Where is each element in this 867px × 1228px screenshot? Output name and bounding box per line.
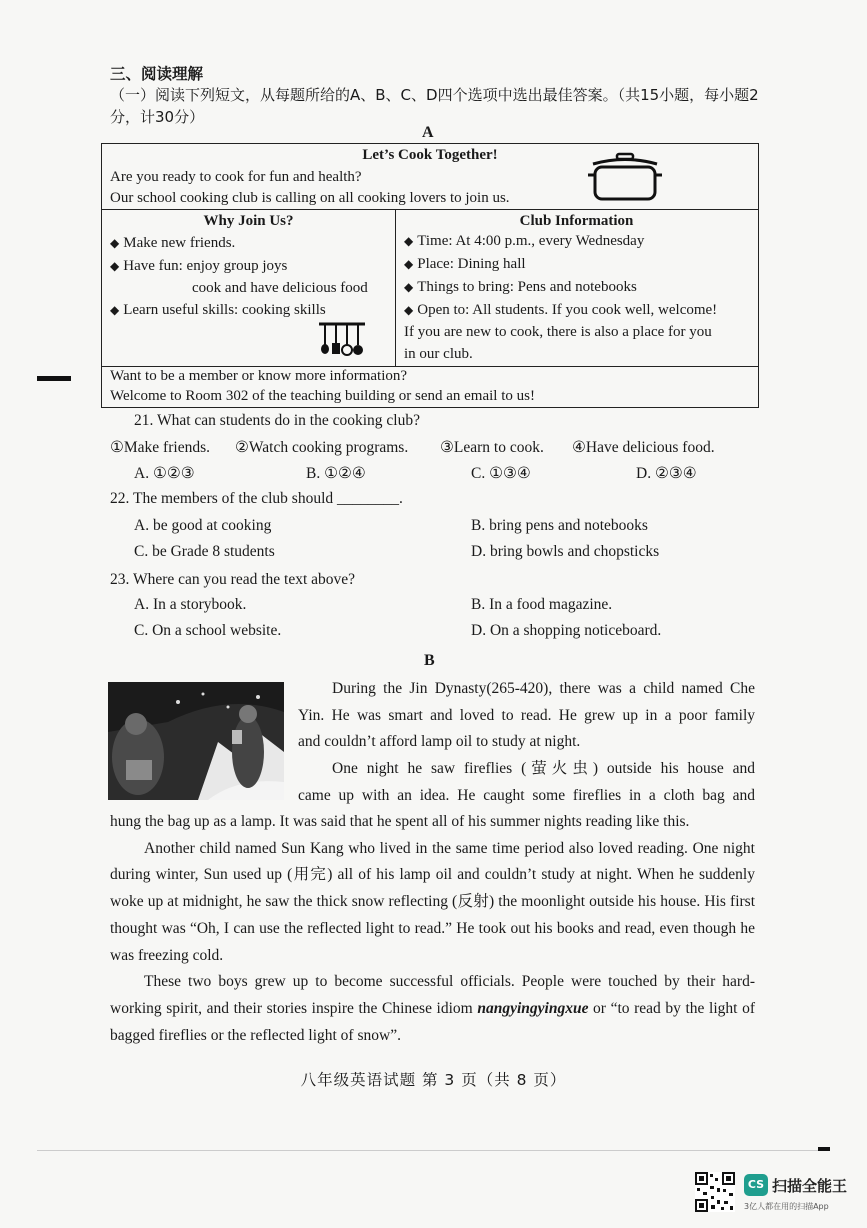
diamond-bullet-icon: ◆ bbox=[404, 280, 414, 294]
diamond-bullet-icon: ◆ bbox=[404, 234, 414, 248]
passage-b-letter: B bbox=[424, 652, 435, 669]
diamond-bullet-icon: ◆ bbox=[404, 303, 414, 317]
q21-option-b: B. ①②④ bbox=[306, 465, 366, 482]
section-instruction: （一）阅读下列短文，从每题所给的A、B、C、D四个选项中选出最佳答案。（共15小题，每小题2分，计30分） bbox=[110, 86, 759, 126]
info-item: ◆ Place: Dining hall bbox=[404, 256, 526, 272]
info-item-continued: If you are new to cook, there is also a place for you bbox=[404, 324, 712, 340]
margin-mark bbox=[37, 376, 71, 381]
bottom-rule bbox=[37, 1150, 827, 1151]
question-21-stem: 21. What can students do in the cooking club? bbox=[134, 412, 420, 429]
passage-b-body bbox=[110, 809, 755, 1049]
info-item: ◆ Open to: All students. If you cook well, welcome! bbox=[404, 302, 718, 318]
club-info-heading: Club Information bbox=[519, 213, 634, 229]
passage-b-paragraph-3: Another child named Sun Kang who lived in the same time period also loved reading. One night during winter, Sun used up (用完) all of his lamp oil and couldn’t study at night. When he suddenly woke up at midnight, he saw the thick snow reflecting (反射) the moonlight outside his house. His first thought was “Oh, I can use the reflected light to read.” He took out his books and read, even though he was freezing cold. bbox=[110, 839, 755, 964]
why-join-column bbox=[102, 210, 396, 366]
p1-line: Yin. He was smart and loved to read. He grew up in a poor family bbox=[298, 706, 755, 724]
why-item-continued: cook and have delicious food bbox=[192, 280, 368, 296]
page-footer: 八年级英语试题 第 3 页（共 8 页） bbox=[300, 1071, 567, 1089]
q21-option-a: A. ①②③ bbox=[134, 465, 195, 482]
q22-option-a: A. be good at cooking bbox=[134, 517, 272, 534]
club-info-column bbox=[396, 210, 757, 366]
corner-mark bbox=[818, 1147, 830, 1151]
q23-option-b: B. In a food magazine. bbox=[471, 596, 613, 613]
q23-option-d: D. On a shopping noticeboard. bbox=[471, 622, 662, 639]
q21-item-1: ①Make friends. bbox=[110, 439, 210, 456]
p2-continued: hung the bag up as a lamp. It was said that he spent all of his summer nights reading like this. bbox=[110, 813, 690, 830]
q23-option-c: C. On a school website. bbox=[134, 622, 282, 639]
passage-b-paragraph-1 bbox=[298, 676, 755, 810]
q23-option-a: A. In a storybook. bbox=[134, 596, 247, 613]
kitchen-utensils-icon bbox=[317, 321, 367, 357]
q22-option-c: C. be Grade 8 students bbox=[134, 543, 275, 560]
why-item: ◆ Learn useful skills: cooking skills bbox=[110, 302, 326, 318]
q21-item-3: ③Learn to cook. bbox=[440, 439, 544, 456]
ad-footer-line-2: Welcome to Room 302 of the teaching building or send an email to us! bbox=[110, 388, 535, 404]
cooking-pot-icon bbox=[587, 152, 663, 204]
why-item: ◆ Have fun: enjoy group joys bbox=[110, 258, 288, 274]
ad-intro-line-2: Our school cooking club is calling on all cooking lovers to join us. bbox=[110, 190, 510, 206]
diamond-bullet-icon: ◆ bbox=[110, 236, 120, 250]
p2-line: came up with an idea. He caught some fireflies in a cloth bag and bbox=[298, 786, 755, 804]
p1-line: and couldn’t afford lamp oil to study at night. bbox=[298, 733, 581, 751]
question-22-stem: 22. The members of the club should ________. bbox=[110, 490, 403, 507]
ad-footer bbox=[102, 366, 758, 406]
diamond-bullet-icon: ◆ bbox=[404, 257, 414, 271]
q21-item-2: ②Watch cooking programs. bbox=[235, 439, 409, 456]
ad-intro-line-1: Are you ready to cook for fun and health? bbox=[110, 169, 362, 185]
cooking-club-ad bbox=[101, 143, 759, 408]
p1-line: During the Jin Dynasty(265-420), there was a child named Che bbox=[332, 680, 755, 697]
question-23-stem: 23. Where can you read the text above? bbox=[110, 571, 356, 588]
q22-option-b: B. bring pens and notebooks bbox=[471, 517, 648, 534]
ad-title: Let’s Cook Together! bbox=[362, 147, 498, 163]
ad-header bbox=[102, 144, 758, 210]
info-item-continued: in our club. bbox=[404, 346, 473, 362]
q21-option-d: D. ②③④ bbox=[636, 465, 697, 482]
diamond-bullet-icon: ◆ bbox=[110, 259, 120, 273]
q22-option-d: D. bring bowls and chopsticks bbox=[471, 543, 660, 560]
scanner-logo-badge: CS bbox=[744, 1174, 768, 1196]
reading-children-illustration bbox=[108, 682, 284, 800]
qr-code-icon bbox=[695, 1172, 735, 1212]
diamond-bullet-icon: ◆ bbox=[110, 303, 120, 317]
passage-b-paragraph-4: These two boys grew up to become successful officials. People were touched by their hard-working spirit, and their stories inspire the Chinese idiom nangyingyingxue or “to read by the light of bagged fireflies or the reflected light of snow”. bbox=[110, 973, 755, 1044]
ad-footer-line-1: Want to be a member or know more information? bbox=[110, 368, 408, 384]
passage-a-letter: A bbox=[422, 124, 434, 141]
idiom-term: nangyingyingxue bbox=[477, 999, 589, 1017]
q21-option-c: C. ①③④ bbox=[471, 465, 531, 482]
info-item: ◆ Time: At 4:00 p.m., every Wednesday bbox=[404, 233, 645, 249]
why-item: ◆ Make new friends. bbox=[110, 235, 236, 251]
why-join-heading: Why Join Us? bbox=[203, 213, 294, 229]
section-title: 三、阅读理解 bbox=[110, 65, 204, 83]
scanner-app-name: 扫描全能王 bbox=[772, 1177, 848, 1195]
scanner-app-tagline: 3亿人都在用的扫描App bbox=[744, 1202, 829, 1211]
illustration-image bbox=[108, 682, 284, 800]
q21-item-4: ④Have delicious food. bbox=[572, 439, 715, 456]
p2-line: One night he saw fireflies (萤火虫) outside his house and bbox=[332, 760, 755, 778]
info-item: ◆ Things to bring: Pens and notebooks bbox=[404, 279, 637, 295]
